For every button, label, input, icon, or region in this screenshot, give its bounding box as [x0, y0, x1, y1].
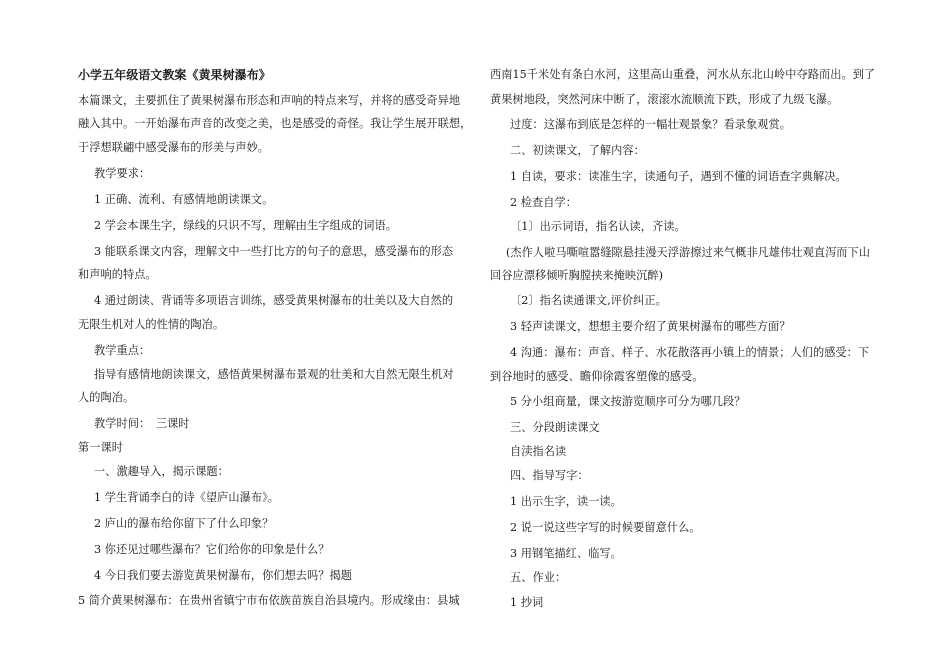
list-item: 3 你还见过哪些瀑布？它们给你的印象是什么？: [94, 543, 330, 556]
list-item-continued: 无限生机对人的性情的陶冶。: [78, 318, 225, 331]
list-item: 〔2〕指名读通课文,评价纠正。: [510, 294, 667, 307]
list-item: 3 用钢笔描红、临写。: [510, 547, 622, 560]
section-heading: 二、初读课文，了解内容：: [510, 144, 645, 157]
list-item: 3 能联系课文内容，理解文中一些打比方的句子的意思，感受瀑布的形态: [94, 245, 454, 258]
section-heading: 教学要求：: [94, 167, 151, 180]
section-heading: 五、作业：: [510, 571, 567, 584]
list-item: 2 学会本课生字，绿线的只识不写，理解由生字组成的词语。: [94, 219, 397, 232]
section-heading: 第一课时: [78, 441, 123, 454]
word-list-line: (杰作人啦马嘶喧嚣缝隙悬挂漫天浮游擦过来气概非凡雄伟壮观直泻而下山: [506, 246, 871, 259]
paragraph-line: 人的陶冶。: [78, 391, 135, 404]
list-item: 5 简介黄果树瀑布：在贵州省镇宁市布依族苗族自治县境内。形成缘由：县城: [78, 594, 460, 607]
list-item-continued: 到谷地时的感受、瞻仰徐霞客塑像的感受。: [490, 370, 704, 383]
section-heading: 教学时间： 三课时: [94, 417, 190, 430]
paragraph-line: 指导有感情地朗读课文，感悟黄果树瀑布景观的壮美和大自然无限生机对: [94, 368, 454, 381]
paragraph-line: 融入其中。一开始瀑布声音的改变之美，也是感受的奇怪。我让学生展开联想，: [78, 117, 472, 130]
list-item-continued: 和声响的特点。: [78, 268, 157, 281]
paragraph-line: 黄果树地段，突然河床中断了，滚滚水流顺流下跌，形成了九级飞瀑。: [490, 93, 839, 106]
list-item: 2 检查自学：: [510, 196, 577, 209]
list-item: 4 通过朗读、背诵等多项语言训练，感受黄果树瀑布的壮美以及大自然的: [94, 294, 454, 307]
list-item: 1 出示生字，读一读。: [510, 495, 622, 508]
section-heading: 三、分段朗读课文: [510, 421, 600, 434]
section-heading: 四、指导写字：: [510, 469, 589, 482]
paragraph-line: 于浮想联翩中感受瀑布的形美与声妙。: [78, 141, 270, 154]
list-item: 3 轻声读课文，想想主要介绍了黄果树瀑布的哪些方面？: [510, 320, 791, 333]
list-item: 1 自读，要求：读准生字，读通句子，遇到不懂的词语查字典解决。: [510, 170, 847, 183]
list-item: 1 抄词: [510, 596, 544, 609]
list-item: 〔1〕出示词语，指名认读，齐读。: [510, 220, 686, 233]
section-heading: 一、激趣导入，揭示课题：: [94, 465, 229, 478]
list-item: 1 正确、流利、有感情地朗读课文。: [94, 193, 274, 206]
list-item: 2 说一说这些字写的时候要留意什么。: [510, 521, 701, 534]
document-title: 小学五年级语文教案《黄果树瀑布》: [78, 68, 271, 82]
list-item: 2 庐山的瀑布给你留下了什么印象？: [94, 517, 274, 530]
paragraph-line: 西南15千米处有条白水河，这里高山重叠，河水从东北山岭中夺路而出。到了: [490, 68, 876, 81]
list-item: 5 分小组商量，课文按游览顺序可分为哪几段？: [510, 395, 746, 408]
paragraph-line: 过度：这瀑布到底是怎样的一幅壮观景象？看录象观赏。: [510, 118, 791, 131]
paragraph-line: 本篇课文，主要抓住了黄果树瀑布形态和声响的特点来写，并将的感受奇异地: [78, 94, 461, 107]
section-heading: 教学重点：: [94, 344, 151, 357]
list-item: 1 学生背诵李白的诗《望庐山瀑布》。: [94, 491, 279, 504]
list-item: 4 沟通：瀑布：声音、样子、水花散落再小镇上的情景；人们的感受：下: [510, 346, 870, 359]
list-item: 4 今日我们要去游览黄果树瀑布，你们想去吗？揭题: [94, 569, 353, 582]
paragraph-line: 自渎指名读: [510, 445, 567, 458]
word-list-line: 回谷应漂移倾听胸膛挟来掩映沉醉): [490, 269, 663, 282]
